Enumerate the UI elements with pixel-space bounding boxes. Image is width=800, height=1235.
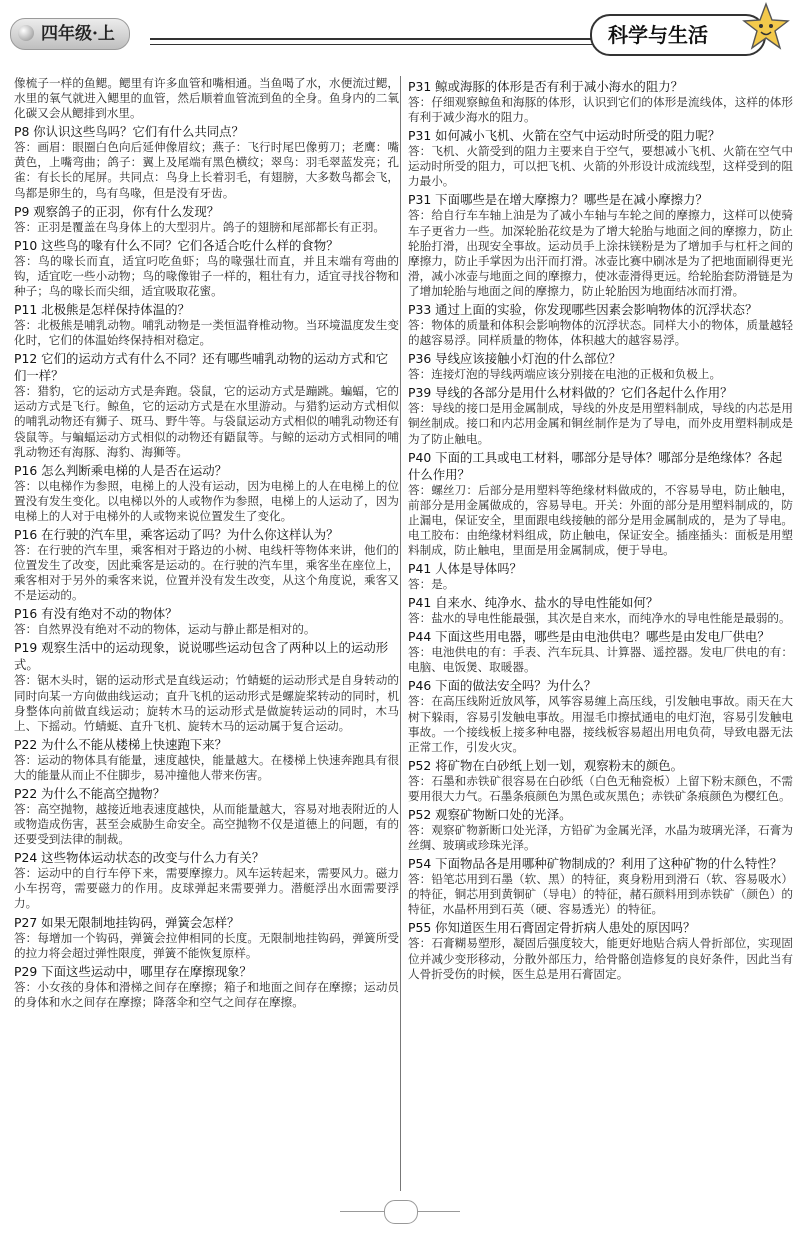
answer-paragraph: 答：螺丝刀：后部分是用塑料等绝缘材料做成的，不容易导电，防止触电，前部分是用金属做成的，容易导电。开关：外面的部分是用塑料制成的，防止漏电，保证安全，里面跟电线接触的部分是用金属制成的，是为了导电。电工胶布：由绝缘材料组成，防止触电，保证安全。插座插头：面板是用塑料制成，防止触电，里面是用金属制成，便于导电。	[408, 482, 793, 557]
answer-paragraph: 像梳子一样的鱼鳃。鳃里有许多血管和嘴相通。当鱼喝了水，水便流过鳃，水里的氧气就进入鳃里的血管，然后顺着血管流到鱼的全身。鱼身内的二氧化碳又会从鳃排到水里。	[14, 76, 399, 121]
answer-paragraph: 答：飞机、火箭受到的阻力主要来自于空气，要想减小飞机、火箭在空气中运动时所受的阻力，可以把飞机、火箭的外形设计成流线型，这样受到的阻力最小。	[408, 144, 793, 189]
answer-paragraph: 答：观察矿物新断口处光泽，方铅矿为金属光泽，水晶为玻璃光泽，石膏为丝绸、玻璃或珍珠光泽。	[408, 823, 793, 853]
question-line: P36 导线应该接触小灯泡的什么部位？	[408, 351, 622, 367]
answer-paragraph: 答：导线的接口是用金属制成，导线的外皮是用塑料制成，导线的内芯是用铜丝制成。接口和内芯用金属和铜丝制作是为了导电，而外皮用塑料制成是为了防止触电。	[408, 401, 793, 446]
answer-paragraph: 答：在行驶的汽车里，乘客相对于路边的小树、电线杆等物体来讲，他们的位置发生了改变，因此乘客是运动的。在行驶的汽车里，乘客坐在座位上，乘客相对于另外的乘客来说，位置并没有发生改变，从这个角度说，乘客又不是运动的。	[14, 542, 399, 603]
right-column	[408, 76, 793, 982]
header-rule	[150, 38, 595, 40]
answer-paragraph: 答：运动的物体具有能量，速度越快，能量越大。在楼梯上快速奔跑具有很大的能量从而止不住脚步，易冲撞他人带来伤害。	[14, 752, 399, 782]
answer-paragraph: 答：正羽是覆盖在鸟身体上的大型羽片。鸽子的翅膀和尾部都长有正羽。	[14, 219, 386, 234]
question-line: P41 人体是导体吗？	[408, 561, 522, 577]
answer-paragraph: 答：运动中的自行车停下来，需要摩擦力。风车运转起来，需要风力。磁力小车拐弯，需要磁力的作用。皮球弹起来需要弹力。潜艇浮出水面需要浮力。	[14, 866, 399, 911]
question-line: P52 观察矿物断口处的光泽。	[408, 807, 572, 822]
ball-icon	[18, 25, 34, 41]
answer-paragraph: 答：每增加一个钩码，弹簧会拉伸相同的长度。无限制地挂钩码，弹簧所受的拉力将会超过弹性限度，弹簧不能恢复原样。	[14, 930, 399, 960]
answer-paragraph: 答：鸟的喙长而直，适宜叼吃鱼虾；鸟的喙强壮而直，并且末端有弯曲的钩，适宜吃一些小动物；鸟的喙像钳子一样的，粗壮有力，适宜寻找谷物和种子；鸟的喙长而尖细，适宜吸取花蜜。	[14, 253, 399, 298]
question-line: P11 北极熊是怎样保持体温的？	[14, 302, 190, 318]
book-title-badge	[590, 14, 766, 56]
book-title: 科学与生活	[608, 23, 708, 47]
column-divider	[400, 76, 401, 1191]
answer-paragraph: 答：画眉：眼圈白色向后延伸像眉纹；燕子：飞行时尾巴像剪刀；老鹰：嘴黄色，上嘴弯曲；鸽子：翼上及尾端有黑色横纹；翠鸟：羽毛翠蓝发亮；孔雀：有长长的尾屏。共同点：鸟身上长着羽毛，有翅膀，大多数鸟都会飞，鸟都是卵生的，鸟有鸟喙，但是没有牙齿。	[14, 140, 399, 200]
question-line: P46 下面的做法安全吗？为什么？	[408, 678, 597, 694]
answer-paragraph: 答：在高压线附近放风筝，风筝容易缠上高压线，引发触电事故。雨天在大树下躲雨，容易引发触电事故。用湿毛巾擦拭通电的电灯泡，容易引发触电事故。一个接线板上接多种电器，接线板容易超出用电负荷，导致电器无法正常工作，引发火灾。	[408, 694, 793, 754]
question-line: P8 你认识这些鸟吗？它们有什么共同点？	[14, 124, 244, 140]
page-header	[0, 0, 800, 62]
star-mascot-icon	[742, 2, 790, 54]
answer-paragraph: 答：仔细观察鲸鱼和海豚的体形，认识到它们的体形是流线体，这样的体形有利于减少海水的阻力。	[408, 95, 793, 125]
answer-paragraph: 答：石墨和赤铁矿很容易在白砂纸（白色无釉瓷板）上留下粉末颜色，不需要用很大力气。石墨条痕颜色为黑色或灰黑色；赤铁矿条痕颜色为樱红色。	[408, 773, 793, 803]
header-rule-thin	[150, 44, 595, 45]
question-line: P9 观察鸽子的正羽，你有什么发现？	[14, 203, 220, 219]
question-line: P33 通过上面的实验，你发现哪些因素会影响物体的沉浮状态？	[408, 302, 758, 318]
question-line: P55 你知道医生用石膏固定骨折病人患处的原因吗？	[408, 920, 696, 936]
answer-paragraph: 答：铅笔芯用到石墨（软、黑）的特征，爽身粉用到滑石（软、容易吸水）的特征，铜芯用到黄铜矿（导电）的特征，赭石颜料用到赤铁矿（颜色）的特征，水晶杯用到石英（硬、容易透光）的特征。	[408, 872, 793, 917]
question-line: P54 下面物品各是用哪种矿物制成的？利用了这种矿物的什么特性？	[408, 856, 783, 872]
answer-paragraph: 答：以电梯作为参照，电梯上的人没有运动，因为电梯上的人在电梯上的位置没有发生变化。以电梯以外的人或物作为参照，电梯上的人运动了，因为电梯上的人对于电梯外的人或物来说位置发生了变化。	[14, 478, 399, 523]
grade-label: 四年级·上	[41, 24, 115, 44]
question-line: P10 这些鸟的喙有什么不同？它们各适合吃什么样的食物？	[14, 237, 339, 253]
question-line: P22 为什么不能高空抛物？	[14, 786, 166, 801]
answer-paragraph: 答：是。	[408, 577, 455, 592]
question-line: P52 将矿物在白砂纸上划一划，观察粉末的颜色。	[408, 757, 683, 773]
answer-paragraph: 答：自然界没有绝对不动的物体，运动与静止都是相对的。	[14, 622, 316, 637]
question-line: P31 下面哪些是在增大摩擦力？哪些是在减小摩擦力？	[408, 192, 708, 208]
question-line: P16 怎么判断乘电梯的人是否在运动？	[14, 462, 228, 478]
question-line: P16 在行驶的汽车里，乘客运动了吗？为什么你这样认为？	[14, 526, 339, 542]
answer-paragraph: 答：锯木头时，锯的运动形式是直线运动；竹蜻蜓的运动形式是自身转动的同时向某一方向做曲线运动；直升飞机的运动形式是螺旋桨转动的同时，机身整体向前做直线运动；旋转木马的运动形式是做旋转运动的同时，木马上、下摇动。竹蜻蜓、直升飞机、旋转木马的运动属于复合运动。	[14, 673, 399, 733]
answer-paragraph: 答：高空抛物，越接近地表速度越快，从而能量越大，容易对地表附近的人或物造成伤害，甚至会威胁生命安全。高空抛物不仅是道德上的问题，有的还要受到法律的制裁。	[14, 802, 399, 847]
question-line: P31 如何减小飞机、火箭在空气中运动时所受的阻力呢？	[408, 128, 721, 144]
answer-paragraph: 答：北极熊是哺乳动物。哺乳动物是一类恒温脊椎动物。当环境温度发生变化时，它们的体温始终保持相对稳定。	[14, 318, 399, 348]
question-line: P19 观察生活中的运动现象，说说哪些运动包含了两种以上的运动形式。	[14, 640, 389, 673]
question-line: P22 为什么不能从楼梯上快速跑下来？	[14, 736, 228, 752]
answer-paragraph: 答：石膏糊易塑形，凝固后强度较大，能更好地贴合病人骨折部位，实现固位并减少变形移动，分散外部压力，给骨骼创造修复的良好条件，因此当有人骨折受伤的时候，医生总是用石膏固定。	[408, 936, 793, 981]
question-line: P39 导线的各部分是用什么材料做的？它们各起什么作用？	[408, 385, 733, 401]
question-line: P29 下面这些运动中，哪里存在摩擦现象？	[14, 963, 252, 979]
question-line: P12 它们的运动方式有什么不同？还有哪些哺乳动物的运动方式和它们一样？	[14, 351, 389, 384]
grade-badge	[10, 18, 130, 50]
left-column	[14, 76, 399, 1010]
question-line: P31 鲸或海豚的体形是否有利于减小海水的阻力？	[408, 79, 683, 94]
answer-paragraph: 答：物体的质量和体积会影响物体的沉浮状态。同样大小的物体，质量越轻的越容易浮。同样质量的物体，体积越大的越容易浮。	[408, 318, 793, 348]
question-line: P27 如果无限制地挂钩码，弹簧会怎样？	[14, 914, 240, 930]
question-line: P41 自来水、纯净水、盐水的导电性能如何？	[408, 595, 659, 611]
answer-paragraph: 答：猎豹，它的运动方式是奔跑。袋鼠，它的运动方式是蹦跳。蝙蝠，它的运动方式是飞行。鲸鱼，它的运动方式是在水里游动。与猎豹运动方式相似的哺乳动物还有狮子、斑马、野牛等。与袋鼠运动方式相似的哺乳动物还有袋鼠等。与蝙蝠运动方式相似的动物还有鼯鼠等。与鲸的运动方式相同的哺乳动物还有海豚、海豹、海狮等。	[14, 384, 399, 459]
page-number-badge	[384, 1200, 418, 1224]
answer-paragraph: 答：盐水的导电性能最强，其次是自来水，而纯净水的导电性能是最弱的。	[408, 611, 791, 626]
answer-paragraph: 答：小女孩的身体和滑梯之间存在摩擦；箱子和地面之间存在摩擦；运动员的身体和水之间存在摩擦；降落伞和空气之间存在摩擦。	[14, 979, 399, 1009]
question-line: P24 这些物体运动状态的改变与什么力有关？	[14, 850, 265, 866]
answer-paragraph: 答：连接灯泡的导线两端应该分别接在电池的正极和负极上。	[408, 367, 722, 382]
question-line: P40 下面的工具或电工材料，哪部分是导体？哪部分是绝缘体？各起什么作用？	[408, 449, 783, 482]
answer-paragraph: 答：电池供电的有：手表、汽车玩具、计算器、遥控器。发电厂供电的有：电脑、电饭煲、取暖器。	[408, 645, 793, 675]
question-line: P44 下面这些用电器，哪些是由电池供电？哪些是由发电厂供电？	[408, 629, 770, 645]
answer-paragraph: 答：给自行车车轴上油是为了减小车轴与车轮之间的摩擦力，这样可以使骑车子更省力一些。加深轮胎花纹是为了增大轮胎与地面之间的摩擦力，防止轮胎打滑，出现安全事故。运动员手上涂抹镁粉是为了增加手与杠杆之间的摩擦力，防止手掌因为出汗而打滑。冰壶比赛中刷冰是为了把地面刷得更光滑，减小冰壶与地面之间的摩擦力，使冰壶滑得更远。给轮胎套防滑链是为了增加轮胎与地面之间的摩擦力，防止轮胎因为地面结冰而打滑。	[408, 208, 793, 298]
question-line: P16 有没有绝对不动的物体？	[14, 606, 178, 622]
page-footer-ornament	[340, 1200, 460, 1222]
